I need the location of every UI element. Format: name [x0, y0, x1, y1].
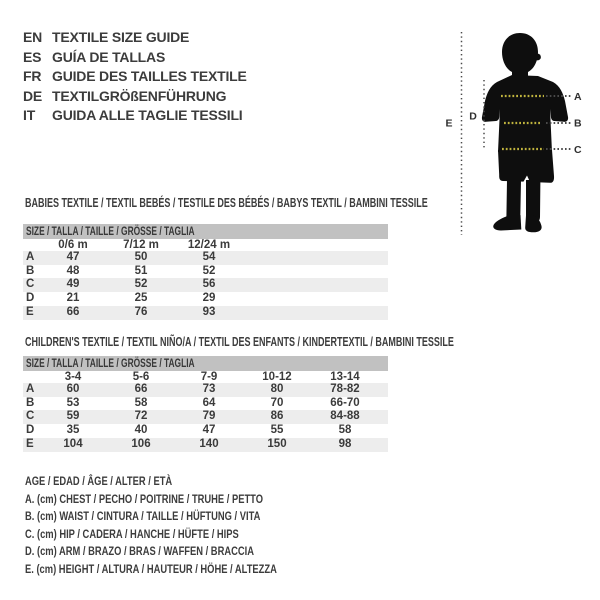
- cell-value: 48: [66, 264, 80, 277]
- cell-value: 98: [311, 438, 379, 452]
- language-label: GUIDE DES TAILLES TEXTILE: [52, 68, 247, 84]
- table-row: [23, 410, 388, 424]
- language-code: DE: [23, 87, 43, 104]
- row-label: B: [26, 264, 35, 277]
- cell-value: 49: [39, 278, 107, 292]
- cell-value: 84-88: [311, 410, 379, 424]
- measure-label-a: A: [574, 91, 582, 103]
- table-row: [23, 438, 388, 452]
- row-label: B: [26, 396, 35, 409]
- language-code: IT: [23, 107, 36, 123]
- children-section-title: [25, 335, 600, 349]
- row-label: A: [23, 383, 39, 397]
- language-code: FR: [23, 68, 42, 84]
- cell-value: 72: [107, 410, 175, 424]
- cell-value: 58: [338, 424, 352, 437]
- cell-value: 35: [66, 424, 80, 437]
- cell-value: 80: [243, 383, 311, 397]
- babies-section-title-text: BABIES TEXTILE / TEXTIL BEBÉS / TESTILE DES BÉBÉS / BABYS TEXTIL / BAMBINI TESSILE: [25, 196, 428, 210]
- cell-value: 58: [134, 396, 148, 409]
- legend-text: A. (cm) CHEST / PECHO / POITRINE / TRUHE / PETTO: [25, 491, 264, 506]
- language-label: TEXTILGRÖßENFÜHRUNG: [52, 87, 227, 104]
- column-header: 0/6 m: [58, 238, 88, 251]
- table-header-label: SIZE / TALLA / TAILLE / GRÖSSE / TAGLIA: [26, 224, 195, 238]
- cell-value: 53: [66, 396, 80, 409]
- legend-text: E. (cm) HEIGHT / ALTURA / HAUTEUR / HÖHE / ALTEZZA: [25, 561, 277, 576]
- silhouette-shirt: [482, 75, 568, 152]
- cell-value: 66-70: [330, 396, 360, 409]
- cell-value: 73: [175, 383, 243, 397]
- legend-text: C. (cm) HIP / CADERA / HANCHE / HÜFTE / HIPS: [25, 526, 239, 541]
- column-header: 13-14: [330, 370, 360, 383]
- language-title-list: [23, 28, 247, 126]
- language-label: GUIDA ALLE TAGLIE TESSILI: [52, 107, 243, 123]
- cell-value: 25: [134, 292, 148, 305]
- cell-value: 29: [202, 292, 216, 305]
- measure-label-d: D: [469, 110, 477, 123]
- children-size-table: [23, 356, 388, 452]
- cell-value: 76: [107, 306, 175, 320]
- table-header-bar: [23, 224, 388, 239]
- silhouette-ear: [534, 54, 541, 61]
- cell-value: 50: [107, 251, 175, 265]
- column-header: 5-6: [132, 370, 150, 383]
- cell-value: 52: [107, 278, 175, 292]
- row-label: C: [23, 278, 39, 292]
- language-label: GUÍA DE TALLAS: [52, 48, 166, 65]
- silhouette-left-shoe: [493, 215, 521, 231]
- cell-value: 140: [175, 438, 243, 452]
- cell-value: 150: [243, 438, 311, 452]
- cell-value: 59: [39, 410, 107, 424]
- legend-text: B. (cm) WAIST / CINTURA / TAILLE / HÜFTUNG / VITA: [25, 509, 261, 524]
- table-row: [23, 251, 388, 265]
- legend-row: [25, 543, 348, 561]
- table-row: [23, 306, 388, 320]
- cell-value: 54: [175, 251, 243, 265]
- cell-value: 51: [134, 264, 148, 277]
- row-label: E: [23, 438, 39, 452]
- cell-value: 104: [39, 438, 107, 452]
- table-row: [23, 424, 388, 438]
- cell-value: 70: [270, 396, 284, 409]
- cell-value: 60: [39, 383, 107, 397]
- cell-value: 40: [134, 424, 148, 437]
- column-header: 7-9: [200, 370, 218, 383]
- babies-size-table: [23, 224, 388, 320]
- language-label: TEXTILE SIZE GUIDE: [52, 29, 190, 45]
- cell-value: 52: [202, 264, 216, 277]
- cell-value: 47: [202, 424, 216, 437]
- cell-value: 66: [39, 306, 107, 320]
- column-header: 10-12: [262, 370, 292, 383]
- row-label: E: [23, 306, 39, 320]
- table-row: [23, 383, 388, 397]
- language-row: [23, 106, 247, 126]
- table-row: [23, 397, 388, 411]
- legend-row: [25, 561, 348, 579]
- table-row: [23, 292, 388, 306]
- measure-label-e: E: [445, 117, 453, 130]
- table-column-headers: [23, 239, 388, 252]
- language-row: [23, 67, 247, 87]
- column-header: 3-4: [64, 370, 82, 383]
- cell-value: 64: [202, 396, 216, 409]
- row-label: D: [26, 424, 35, 437]
- cell-value: 79: [175, 410, 243, 424]
- language-row: [23, 48, 247, 68]
- column-header: 7/12 m: [123, 238, 159, 251]
- cell-value: 55: [270, 424, 284, 437]
- legend-text: AGE / EDAD / ÂGE / ALTER / ETÀ: [25, 474, 173, 488]
- measure-label-c: C: [574, 144, 582, 156]
- language-row: [23, 87, 247, 107]
- cell-value: 66: [107, 383, 175, 397]
- cell-value: 106: [107, 438, 175, 452]
- silhouette-head: [502, 33, 538, 80]
- table-row: [23, 265, 388, 279]
- column-header: 12/24 m: [187, 238, 231, 251]
- cell-value: 86: [243, 410, 311, 424]
- legend-text: D. (cm) ARM / BRAZO / BRAS / WAFFEN / BRACCIA: [25, 544, 254, 559]
- silhouette-shorts: [498, 150, 554, 183]
- table-row: [23, 278, 388, 292]
- language-code: EN: [23, 29, 43, 45]
- cell-value: 47: [39, 251, 107, 265]
- children-section-title-text: CHILDREN'S TEXTILE / TEXTIL NIÑO/A / TEXTIL DES ENFANTS / KINDERTEXTIL / BAMBINI TESSILE: [25, 335, 454, 349]
- legend-row: [25, 473, 348, 491]
- row-label: C: [23, 410, 39, 424]
- cell-value: 21: [66, 292, 80, 305]
- row-label: A: [23, 251, 39, 265]
- legend-row: [25, 526, 348, 544]
- measure-label-b: B: [574, 117, 582, 130]
- language-code: ES: [23, 48, 42, 65]
- cell-value: 78-82: [311, 383, 379, 397]
- legend-row: [25, 508, 348, 526]
- cell-value: 56: [175, 278, 243, 292]
- babies-section-title: [25, 196, 584, 210]
- table-column-headers: [23, 371, 388, 384]
- legend-row: [25, 491, 348, 509]
- row-label: D: [26, 292, 35, 305]
- language-row: [23, 28, 247, 48]
- table-header-label: SIZE / TALLA / TAILLE / GRÖSSE / TAGLIA: [26, 356, 195, 370]
- table-header-bar: [23, 356, 388, 371]
- legend-list: [25, 473, 348, 579]
- cell-value: 93: [175, 306, 243, 320]
